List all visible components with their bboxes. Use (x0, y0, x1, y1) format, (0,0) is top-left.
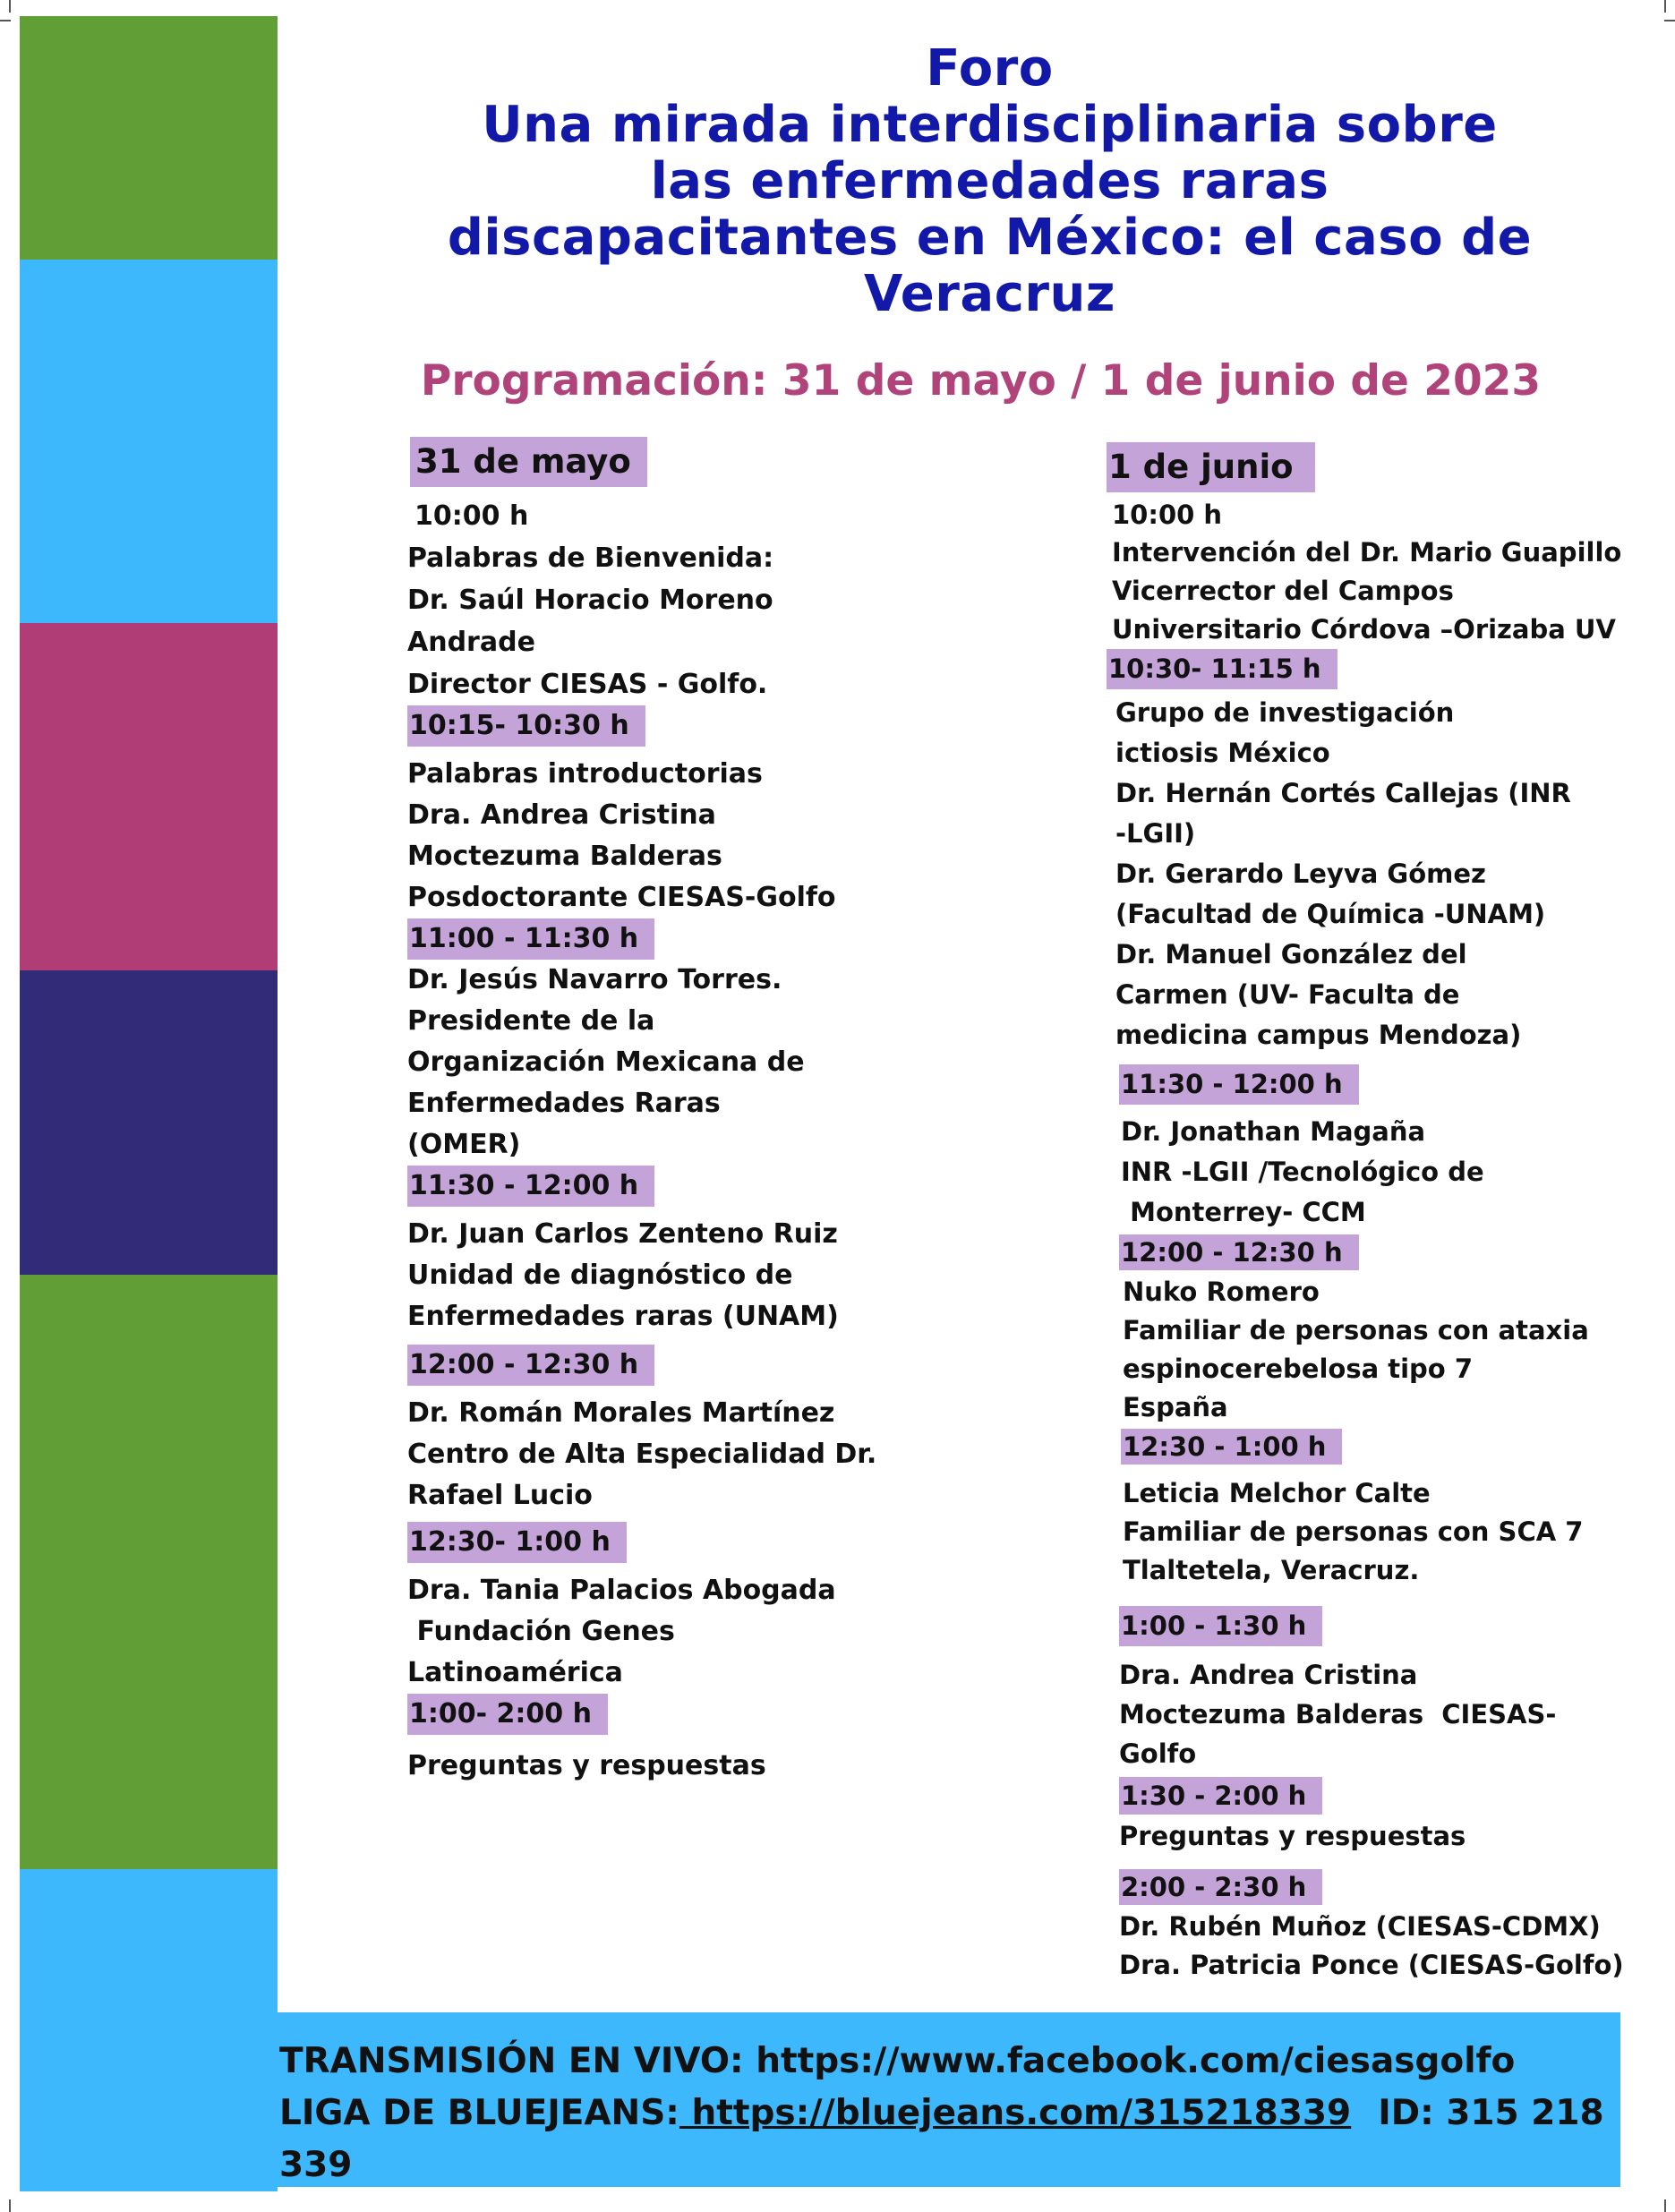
agenda-line: Tlaltetela, Veracruz. (1123, 1555, 1420, 1585)
agenda-line: Monterrey- CCM (1121, 1197, 1366, 1227)
time-slot: 12:00 - 12:30 h (1119, 1234, 1359, 1270)
time-slot: 12:00 - 12:30 h (407, 1345, 654, 1386)
agenda-line: Dra. Andrea Cristina (1119, 1660, 1418, 1690)
agenda-line: Dr. Juan Carlos Zenteno Ruiz (407, 1218, 838, 1250)
live-stream-label: TRANSMISIÓN EN VIVO: (279, 2041, 756, 2081)
agenda-line: Centro de Alta Especialidad Dr. (407, 1439, 877, 1470)
agenda-block (1107, 1474, 1644, 1590)
agenda-line: Dr. Jonathan Magaña (1121, 1116, 1426, 1147)
color-band-green (20, 16, 278, 260)
agenda-line: Dr. Román Morales Martínez (407, 1397, 835, 1429)
crop-mark (1664, 20, 1675, 21)
agenda-line: Dra. Patricia Ponce (CIESAS-Golfo) (1119, 1950, 1624, 1980)
program-dates: Programación: 31 de mayo / 1 de junio de 2023 (420, 356, 1542, 406)
time-slot: 10:30- 11:15 h (1107, 649, 1337, 689)
agenda-line: España (1123, 1392, 1228, 1422)
agenda-line: Vicerrector del Campos (1112, 576, 1454, 606)
agenda-block (407, 754, 909, 918)
time-slot: 10:00 h (1112, 500, 1223, 530)
agenda-line: Rafael Lucio (407, 1480, 593, 1511)
agenda-line: (Facultad de Química -UNAM) (1115, 899, 1546, 929)
agenda-line: Dr. Hernán Cortés Callejas (INR (1115, 778, 1571, 808)
bluejeans-line (279, 2088, 1620, 2191)
agenda-line: ictiosis México (1115, 738, 1330, 768)
time-slot: 12:30 - 1:00 h (1121, 1429, 1342, 1465)
agenda-line: Palabras de Bienvenida: (407, 542, 774, 574)
agenda-line: Familiar de personas con ataxia (1123, 1315, 1589, 1345)
agenda-block (407, 537, 909, 705)
agenda-line: Dr. Manuel González del (1115, 939, 1467, 969)
schedule-day2 (1107, 442, 1644, 1985)
title-line: las enfermedades raras (650, 152, 1329, 210)
agenda-line: Dr. Saúl Horacio Moreno (407, 585, 773, 616)
time-slot: 1:00 - 1:30 h (1119, 1606, 1322, 1646)
time-slot: 1:00- 2:00 h (407, 1694, 608, 1735)
color-band-navy (20, 970, 278, 1275)
bluejeans-id: ID: 315 218 339 (279, 2093, 1604, 2185)
agenda-block (407, 1746, 909, 1787)
live-stream-line (279, 2036, 1620, 2088)
agenda-line: Moctezuma Balderas (407, 841, 722, 872)
time-slot: 11:30 - 12:00 h (1119, 1064, 1359, 1105)
agenda-block (1107, 1273, 1644, 1427)
bluejeans-label: LIGA DE BLUEJEANS: (279, 2093, 679, 2133)
agenda-line: espinocerebelosa tipo 7 (1123, 1354, 1474, 1384)
crop-mark (9, 2199, 11, 2212)
day1-heading: 31 de mayo (410, 437, 647, 487)
crop-mark (9, 0, 11, 13)
agenda-line: Presidente de la (407, 1005, 655, 1037)
color-band-cyan (20, 260, 278, 623)
agenda-line: Grupo de investigación (1115, 697, 1455, 728)
agenda-line: Enfermedades raras (UNAM) (407, 1301, 839, 1332)
agenda-line: Nuko Romero (1123, 1277, 1320, 1307)
agenda-block (1107, 534, 1644, 649)
agenda-block (1107, 1655, 1644, 1773)
agenda-block (1107, 1816, 1644, 1857)
agenda-line: Dr. Jesús Navarro Torres. (407, 964, 782, 995)
title-line: Una mirada interdisciplinaria sobre (482, 96, 1498, 154)
agenda-line: Palabras introductorias (407, 758, 763, 790)
live-stream-link[interactable]: https://www.facebook.com/ciesasgolfo (756, 2041, 1516, 2081)
agenda-block (1107, 1112, 1644, 1233)
title-line: discapacitantes en México: el caso de (447, 209, 1533, 267)
agenda-block (1107, 1908, 1644, 1985)
agenda-line: Director CIESAS - Golfo. (407, 669, 768, 700)
agenda-line: Familiar de personas con SCA 7 (1123, 1516, 1584, 1547)
agenda-line: Fundación Genes (407, 1616, 675, 1647)
time-slot: 10:00 h (414, 500, 529, 532)
agenda-line: Intervención del Dr. Mario Guapillo (1112, 537, 1622, 568)
agenda-block (407, 1393, 909, 1516)
agenda-line: Dra. Tania Palacios Abogada (407, 1575, 836, 1606)
agenda-line: Enfermedades Raras (407, 1088, 721, 1119)
agenda-line: Posdoctorante CIESAS-Golfo (407, 882, 836, 913)
schedule-day1 (407, 437, 909, 1787)
agenda-line: (OMER) (407, 1129, 521, 1160)
bluejeans-link[interactable]: https://bluejeans.com/315218339 (679, 2093, 1352, 2133)
agenda-line: Latinoamérica (407, 1657, 623, 1688)
crop-mark (1664, 2199, 1666, 2212)
agenda-line: -LGII) (1115, 818, 1196, 849)
time-slot: 11:30 - 12:00 h (407, 1166, 654, 1207)
agenda-line: Dr. Rubén Muñoz (CIESAS-CDMX) (1119, 1911, 1601, 1942)
agenda-block (407, 960, 909, 1166)
agenda-line: Preguntas y respuestas (1119, 1821, 1466, 1851)
color-band-magenta (20, 623, 278, 970)
time-slot: 10:15- 10:30 h (407, 705, 645, 747)
color-band-green (20, 1275, 278, 1869)
agenda-line: Dr. Gerardo Leyva Gómez (1115, 858, 1486, 889)
title-line: Foro (926, 39, 1054, 98)
agenda-line: Golfo (1119, 1738, 1197, 1769)
agenda-line: Leticia Melchor Calte (1123, 1478, 1431, 1508)
agenda-line: Carmen (UV- Faculta de (1115, 979, 1460, 1010)
time-slot: 1:30 - 2:00 h (1119, 1777, 1322, 1815)
agenda-line: Unidad de diagnóstico de (407, 1260, 793, 1291)
time-slot: 2:00 - 2:30 h (1119, 1869, 1322, 1905)
agenda-line: Universitario Córdova –Orizaba UV (1112, 614, 1616, 645)
agenda-line: INR -LGII /Tecnológico de (1121, 1157, 1484, 1187)
agenda-block (1107, 693, 1644, 1055)
agenda-line: Organización Mexicana de (407, 1046, 805, 1078)
footer-banner (278, 2012, 1620, 2187)
agenda-line: Andrade (407, 627, 535, 658)
time-slot: 11:00 - 11:30 h (407, 918, 654, 960)
time-slot: 12:30- 1:00 h (407, 1522, 627, 1563)
agenda-line: Preguntas y respuestas (407, 1750, 766, 1781)
agenda-block (407, 1214, 909, 1337)
crop-mark (0, 20, 11, 21)
agenda-line: medicina campus Mendoza) (1115, 1020, 1522, 1050)
agenda-line: Dra. Andrea Cristina (407, 799, 716, 831)
agenda-block (407, 1570, 909, 1694)
color-band-cyan (20, 1869, 278, 2191)
forum-title (340, 40, 1639, 322)
day2-heading: 1 de junio (1107, 442, 1315, 492)
crop-mark (1664, 0, 1666, 13)
title-line: Veracruz (864, 265, 1115, 323)
agenda-line: Moctezuma Balderas CIESAS- (1119, 1699, 1557, 1729)
